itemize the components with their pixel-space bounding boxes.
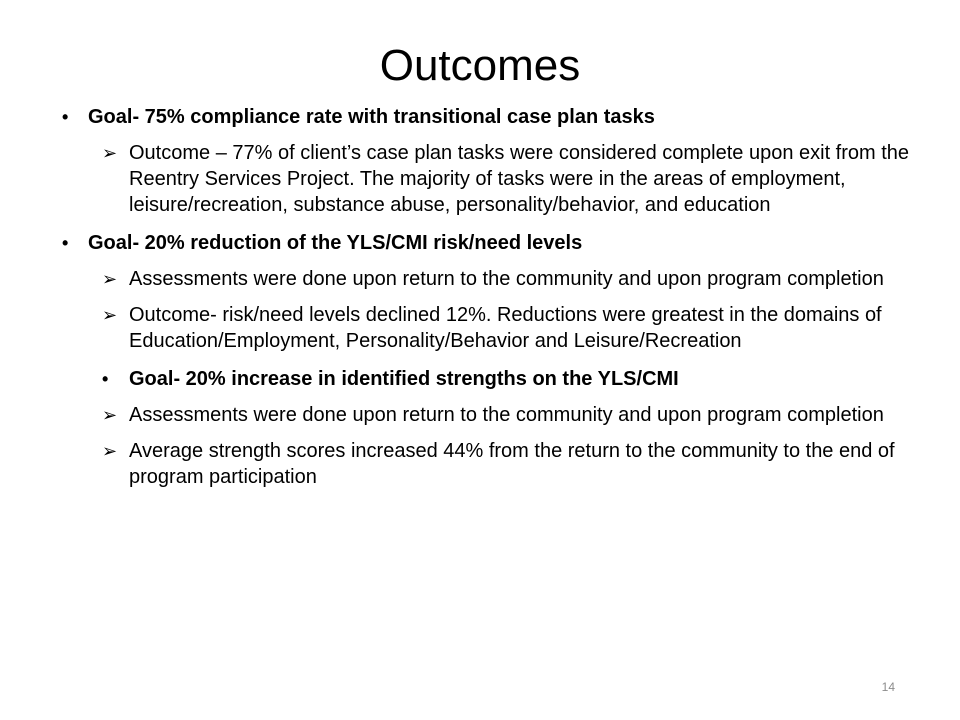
subbullet-text: Assessments were done upon return to the community and upon program completion — [129, 404, 884, 426]
arrow-bullet-icon: ➢ — [102, 143, 118, 163]
assessments-subbullet — [62, 266, 942, 292]
goal-compliance-bullet — [62, 104, 942, 130]
bullet-text: Goal- 20% reduction of the YLS/CMI risk/need levels — [88, 232, 583, 254]
bullet-text: Goal- 20% increase in identified strengths on the YLS/CMI — [129, 368, 679, 390]
arrow-bullet-icon: ➢ — [102, 269, 118, 289]
bullet-icon: • — [62, 107, 69, 127]
arrow-bullet-icon: ➢ — [102, 305, 118, 325]
arrow-bullet-icon: ➢ — [102, 441, 118, 461]
assessments-strengths-subbullet — [62, 402, 942, 428]
slide-content — [62, 104, 942, 490]
outcome-strengths-subbullet — [62, 438, 942, 490]
goal-strengths-bullet — [62, 366, 942, 392]
subbullet-text: Assessments were done upon return to the community and upon program completion — [129, 268, 884, 290]
arrow-bullet-icon: ➢ — [102, 405, 118, 425]
goal-risk-reduction-bullet — [62, 230, 942, 256]
page-number: 14 — [881, 680, 895, 694]
outcome-compliance-subbullet — [62, 140, 942, 218]
bullet-icon: • — [62, 233, 69, 253]
outcome-risk-subbullet — [62, 302, 942, 354]
subbullet-text: Average strength scores increased 44% from the return to the community to the end of program participation — [129, 440, 895, 488]
subbullet-text: Outcome – 77% of client’s case plan tasks were considered complete upon exit from the Reentry Services Project. The majority of tasks were in the areas of employment, leisure/recreation, substance abuse, personality/behavior, and education — [129, 142, 910, 216]
bullet-icon: • — [102, 369, 109, 389]
subbullet-text: Outcome- risk/need levels declined 12%. Reductions were greatest in the domains of Education/Employment, Personality/Behavior and Leisure/Recreation — [129, 304, 882, 352]
bullet-text: Goal- 75% compliance rate with transitional case plan tasks — [88, 106, 655, 128]
slide-title: Outcomes — [379, 41, 581, 90]
